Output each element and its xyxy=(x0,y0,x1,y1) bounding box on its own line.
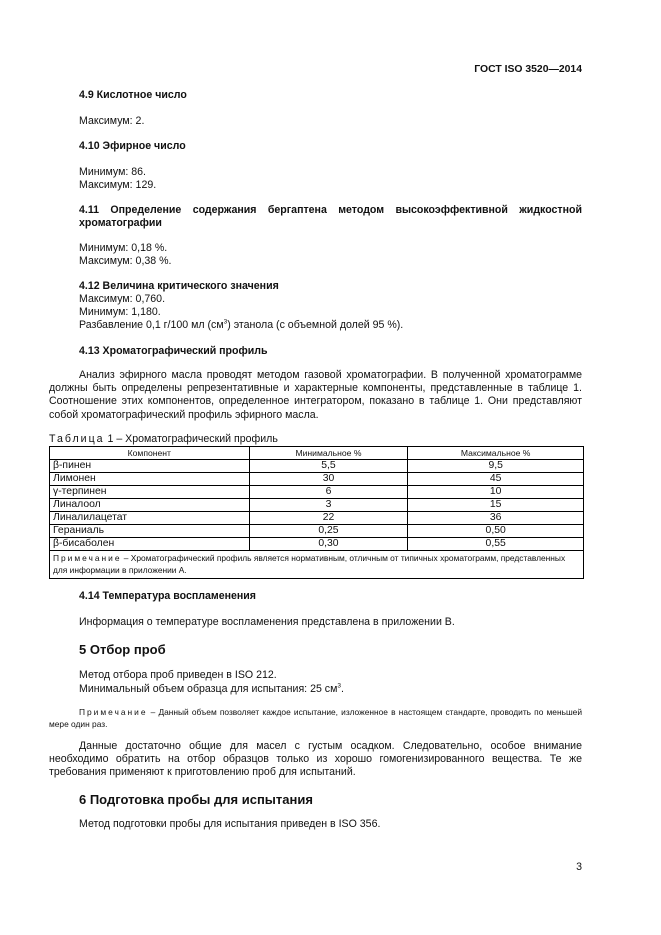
page-number: 3 xyxy=(576,861,582,873)
table-row xyxy=(50,486,584,499)
section-4-12-min: Минимум: 1,180. xyxy=(79,306,161,318)
table-row xyxy=(50,473,584,486)
section-4-13-text: Анализ эфирного масла проводят методом газовой хроматографии. В полученной хроматограмме должны быть определены репрезентативные и характерные компоненты, представленные в таблице 1. Соотношение этих компонентов, определенное интегратором, показано в таблице 1. Они представляют собой хроматографический профиль эфирного масла. xyxy=(49,369,582,421)
table-cell-max: 36 xyxy=(408,512,584,525)
section-4-10-max: Максимум: 129. xyxy=(79,179,157,191)
table-cell-max: 45 xyxy=(408,473,584,486)
table-cell-max: 15 xyxy=(408,499,584,512)
section-5-note: Примечание – Данный объем позволяет каждое испытание, изложенное в настоящем стандарте, проводить по меньшей мере один раз. xyxy=(49,707,582,729)
table-note: Примечание – Хроматографический профиль является нормативным, отличным от типичных хроматограмм, представленных для информации в приложении А. xyxy=(50,551,584,579)
table-header-row xyxy=(50,447,584,460)
table-note-row xyxy=(50,551,584,579)
section-4-12-dilution: Разбавление 0,1 г/100 мл $(см^3)$ этанола (с объемной долей 95 %). xyxy=(79,318,404,331)
table-cell-max: 0,55 xyxy=(408,538,584,551)
section-5-paragraph: Данные достаточно общие для масел с густым осадком. Следовательно, особое внимание необходимо обратить на отбор образцов только из хорошо гомогенизированного вещества. Те же требования применяют к приготовлению проб для испытаний. xyxy=(49,740,582,779)
section-4-9-max: Максимум: 2. xyxy=(79,115,145,127)
table-cell-min: 0,25 xyxy=(249,525,408,538)
section-5-line1: Метод отбора проб приведен в ISO 212. xyxy=(79,669,277,681)
table-row xyxy=(50,538,584,551)
section-4-11-max: Максимум: 0,38 %. xyxy=(79,255,172,267)
table-row xyxy=(50,460,584,473)
table-row xyxy=(50,499,584,512)
table-cell-min: 0,30 xyxy=(249,538,408,551)
page-header-standard: ГОСТ ISO 3520—2014 xyxy=(474,64,582,75)
table-cell-component: Лимонен xyxy=(50,473,250,486)
section-4-11-title: 4.11 Определение содержания бергаптена методом высокоэффективной жидкостной хроматографии xyxy=(79,204,582,230)
section-4-10-min: Минимум: 86. xyxy=(79,166,146,178)
section-4-10-title: 4.10 Эфирное число xyxy=(79,140,186,152)
section-4-9-title: 4.9 Кислотное число xyxy=(79,89,187,101)
table-cell-component: Линалилацетат xyxy=(50,512,250,525)
table-cell-min: 22 xyxy=(249,512,408,525)
table-row xyxy=(50,512,584,525)
table-header-cell: Минимальное % xyxy=(249,447,408,460)
section-4-11-min: Минимум: 0,18 %. xyxy=(79,242,168,254)
table-cell-component: Гераниаль xyxy=(50,525,250,538)
table-cell-component: Линалоол xyxy=(50,499,250,512)
chromatographic-profile-table xyxy=(49,446,584,579)
section-6-text: Метод подготовки пробы для испытания приведен в ISO 356. xyxy=(79,818,381,830)
section-4-14-title: 4.14 Температура воспламенения xyxy=(79,590,256,602)
table-header-cell: Максимальное % xyxy=(408,447,584,460)
table-row xyxy=(50,525,584,538)
section-5-title: 5 Отбор проб xyxy=(79,642,166,657)
section-4-12-max: Максимум: 0,760. xyxy=(79,293,166,305)
table-cell-min: 3 xyxy=(249,499,408,512)
section-6-title: 6 Подготовка пробы для испытания xyxy=(79,792,313,807)
table-cell-max: 10 xyxy=(408,486,584,499)
table-cell-min: 5,5 xyxy=(249,460,408,473)
section-4-12-title: 4.12 Величина критического значения xyxy=(79,280,279,292)
table-cell-component: β-пинен xyxy=(50,460,250,473)
table-cell-component: β-бисаболен xyxy=(50,538,250,551)
table-cell-min: 6 xyxy=(249,486,408,499)
table-cell-max: 9,5 xyxy=(408,460,584,473)
section-4-14-text: Информация о температуре воспламенения представлена в приложении В. xyxy=(79,616,455,628)
table-1-caption: Таблица 1 – Хроматографический профиль xyxy=(49,433,278,445)
table-cell-min: 30 xyxy=(249,473,408,486)
table-cell-max: 0,50 xyxy=(408,525,584,538)
table-cell-component: γ-терпинен xyxy=(50,486,250,499)
section-4-13-title: 4.13 Хроматографический профиль xyxy=(79,345,268,357)
section-5-line2: Минимальный объем образца для испытания: 25 $см^3$. xyxy=(79,682,344,695)
table-header-cell: Компонент xyxy=(50,447,250,460)
